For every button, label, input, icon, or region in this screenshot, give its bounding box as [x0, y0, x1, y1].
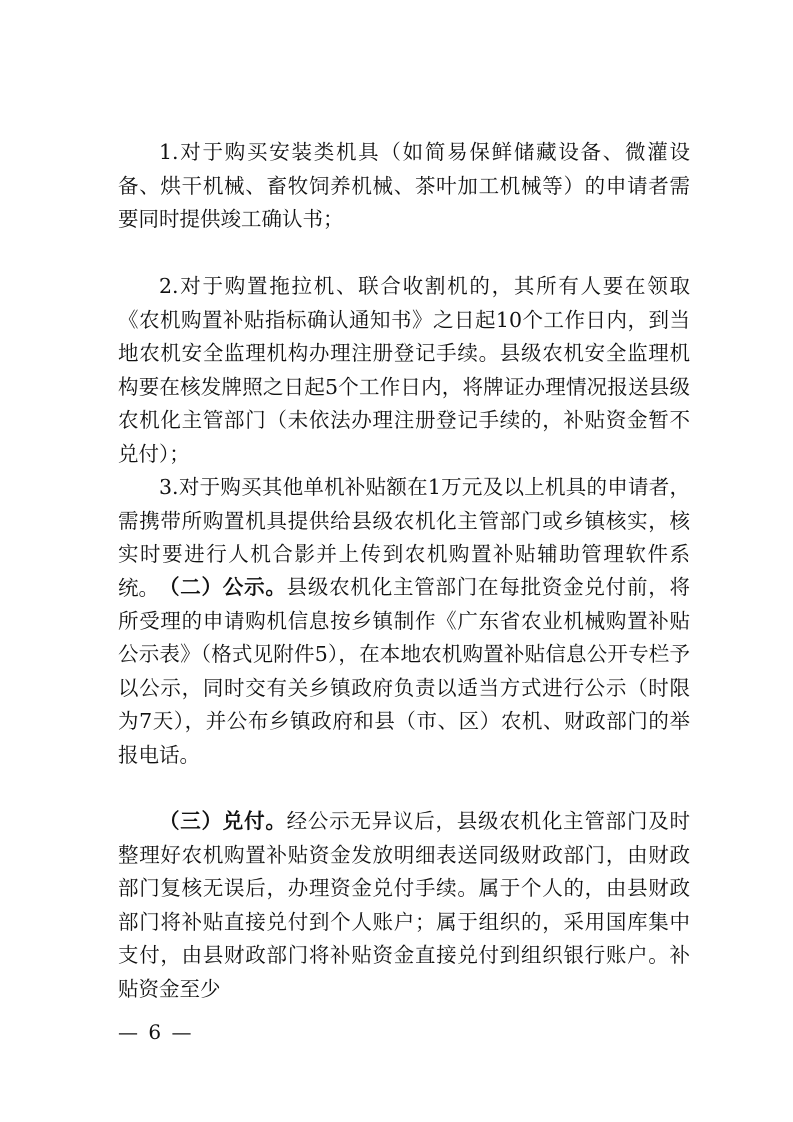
section-publicity-heading: （二）公示。: [159, 575, 287, 599]
paragraph-2-text: 2.对于购置拖拉机、联合收割机的，其所有人要在领取《农机购置补贴指标确认通知书》之日起10个工作日内，到当地农机安全监理机构办理注册登记手续。县级农机安全监理机构要在核发牌照之日起5个工作日内，将牌证办理情况报送县级农机化主管部门（未依法办理注册登记手续的，补贴资金暂不兑付）；: [118, 274, 690, 466]
paragraph-3-text: 3.对于购买其他单机补贴额在1万元及以上机具的申请者，需携带所购置机具提供给县级农机化主管部门或乡镇核实，核实时要进行人机合影并上传到农机购置补贴辅助管理软件系统。: [118, 475, 690, 600]
section-payment-text: 经公示无异议后，县级农机化主管部门及时整理好农机购置补贴资金发放明细表送同级财政部门，由财政部门复核无误后，办理资金兑付手续。属于个人的，由县财政部门将补贴直接兑付到个人账户；属于组织的，采用国库集中支付，由县财政部门将补贴资金直接兑付到组织银行账户。补贴资金至少: [118, 809, 690, 1001]
paragraph-1-text: 1.对于购买安装类机具（如简易保鲜储藏设备、微灌设备、烘干机械、畜牧饲养机械、茶叶加工机械等）的申请者需要同时提供竣工确认书；: [118, 140, 690, 231]
section-publicity: [118, 571, 690, 772]
section-payment: [118, 805, 690, 1006]
page-number: — 6 —: [118, 1020, 194, 1044]
paragraph-2: [118, 270, 690, 471]
section-payment-heading: （三）兑付。: [159, 809, 287, 833]
paragraph-1: [118, 136, 690, 237]
section-publicity-text: 县级农机化主管部门在每批资金兑付前，将所受理的申请购机信息按乡镇制作《广东省农业机械购置补贴公示表》（格式见附件5），在本地农机购置补贴信息公开专栏予以公示，同时交有关乡镇政府负责以适当方式进行公示（时限为7天），并公布乡镇政府和县（市、区）农机、财政部门的举报电话。: [118, 575, 690, 767]
